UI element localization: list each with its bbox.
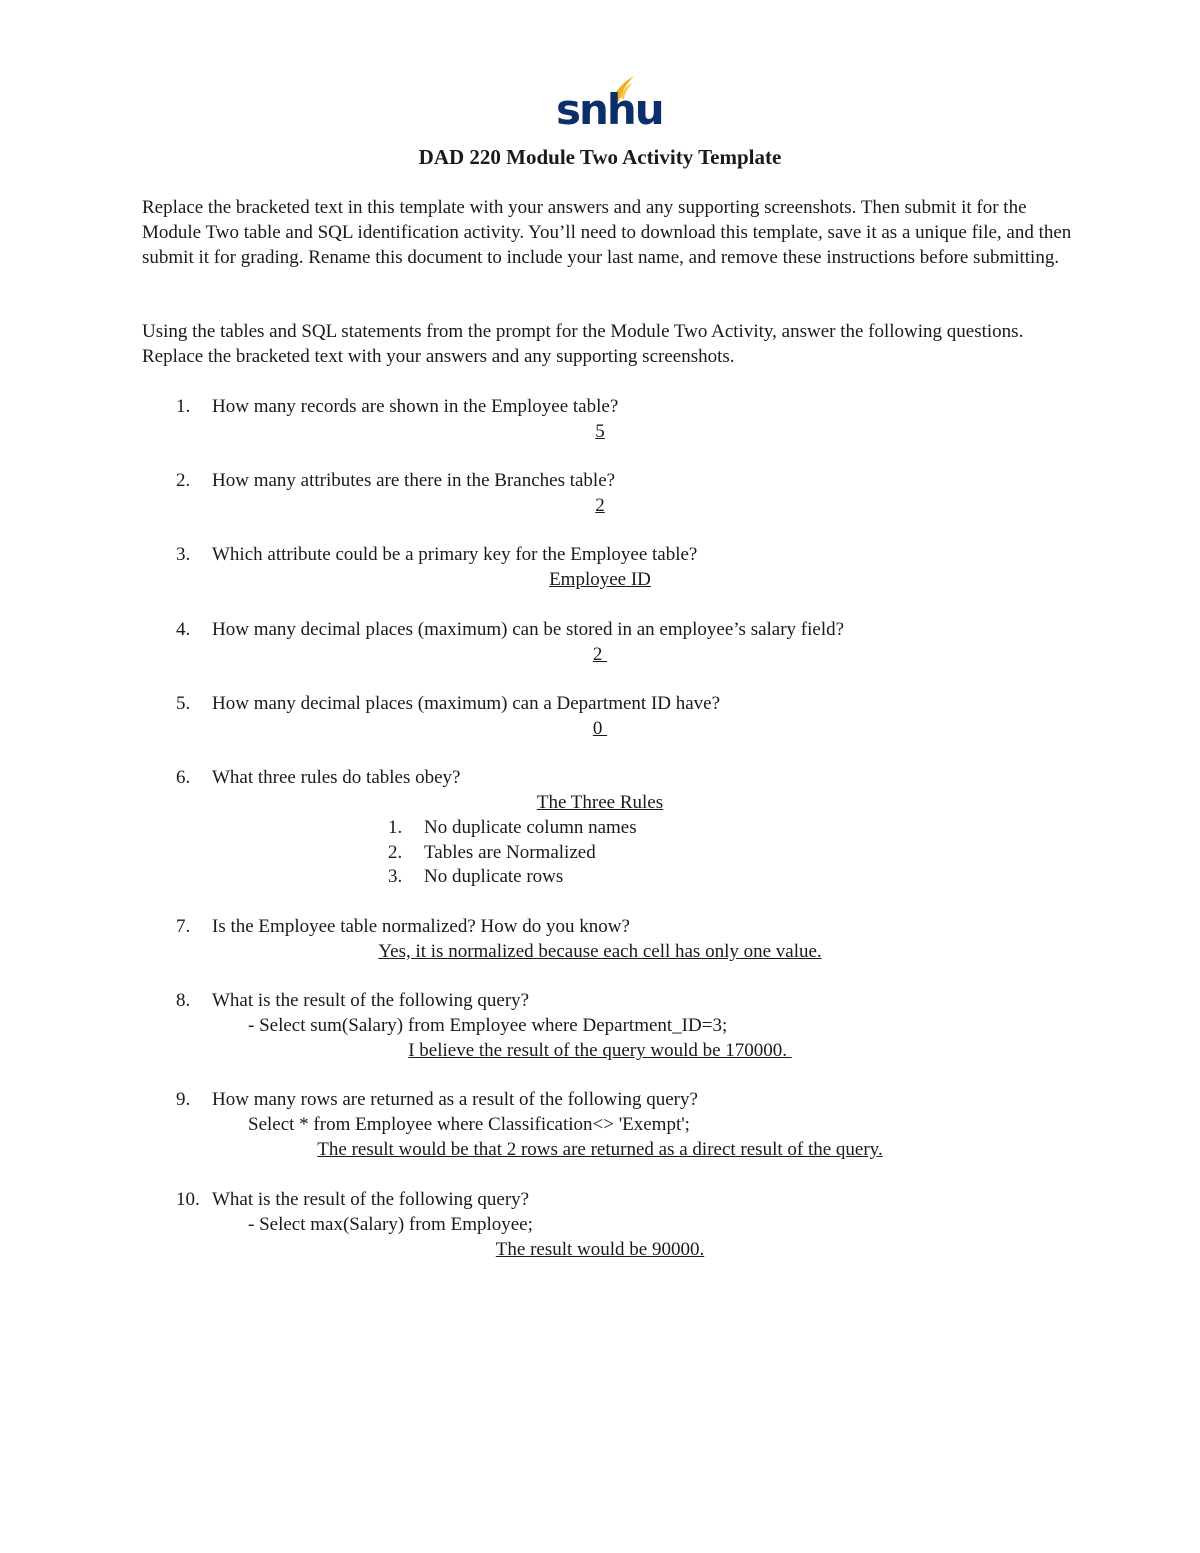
answer-text: The result would be 90000.: [495, 1239, 705, 1260]
answer-text: I believe the result of the query would be 170000.: [408, 1040, 792, 1061]
snhu-logo: [556, 74, 663, 134]
rule-text: Tables are Normalized: [424, 842, 596, 863]
question-text: What three rules do tables obey?: [212, 767, 461, 788]
question-number: 10.: [176, 1189, 200, 1210]
answer-text: 0: [592, 718, 608, 739]
question-number: 5.: [176, 693, 191, 714]
query-text: Select * from Employee where Classification<> 'Exempt';: [248, 1114, 690, 1135]
instructions-paragraph: Using the tables and SQL statements from the prompt for the Module Two Activity, answer the following questions. Replace the bracketed text with your answers and any supporting screenshots.: [142, 321, 1024, 367]
question-text: How many decimal places (maximum) can be stored in an employee’s salary field?: [212, 619, 845, 640]
answer-text: 5: [595, 421, 605, 442]
rule-text: No duplicate column names: [424, 817, 637, 838]
question-number: 7.: [176, 916, 191, 937]
answer: [0, 939, 1200, 964]
answer: [0, 1237, 1200, 1262]
question-number: 8.: [176, 990, 191, 1011]
answer: [0, 493, 1200, 518]
logo-text: snhu: [556, 85, 663, 134]
question-text: How many records are shown in the Employee table?: [212, 396, 619, 417]
question-number: 9.: [176, 1089, 191, 1110]
question-text: What is the result of the following query?: [212, 1189, 530, 1210]
question-number: 4.: [176, 619, 191, 640]
question-text: How many rows are returned as a result of the following query?: [212, 1089, 698, 1110]
query-text: - Select sum(Salary) from Employee where Department_ID=3;: [248, 1015, 728, 1036]
answer: [0, 790, 1200, 815]
answer-text: Employee ID: [549, 569, 651, 590]
answer: [0, 716, 1200, 741]
rule-text: No duplicate rows: [424, 866, 564, 887]
question-text: How many decimal places (maximum) can a Department ID have?: [212, 693, 721, 714]
answer: [0, 419, 1200, 444]
query-text: - Select max(Salary) from Employee;: [248, 1214, 533, 1235]
intro-paragraph: Replace the bracketed text in this template with your answers and any supporting screenshots. Then submit it for the Module Two table and SQL identification activity. You’ll need to download this template, save it as a unique file, and then submit it for grading. Rename this document to include your last name, and remove these instructions before submitting.: [142, 197, 1072, 268]
question-number: 1.: [176, 396, 191, 417]
question-number: 2.: [176, 470, 191, 491]
answer-text: Yes, it is normalized because each cell has only one value.: [378, 941, 822, 962]
rule-number: 1.: [388, 817, 403, 838]
answer: [0, 1038, 1200, 1063]
answer-text: The Three Rules: [536, 792, 664, 813]
question-text: Which attribute could be a primary key for the Employee table?: [212, 544, 698, 565]
question-text: How many attributes are there in the Branches table?: [212, 470, 616, 491]
question-number: 3.: [176, 544, 191, 565]
answer-text: 2: [592, 644, 608, 665]
answer-text: The result would be that 2 rows are returned as a direct result of the query.: [317, 1139, 883, 1160]
answer: [0, 567, 1200, 592]
page-title: DAD 220 Module Two Activity Template: [418, 145, 782, 169]
answer-text: 2: [595, 495, 605, 516]
answer: [0, 642, 1200, 667]
question-text: What is the result of the following query?: [212, 990, 530, 1011]
rule-number: 3.: [388, 866, 403, 887]
question-number: 6.: [176, 767, 191, 788]
question-text: Is the Employee table normalized? How do you know?: [212, 916, 630, 937]
rule-number: 2.: [388, 842, 403, 863]
answer: [0, 1137, 1200, 1162]
